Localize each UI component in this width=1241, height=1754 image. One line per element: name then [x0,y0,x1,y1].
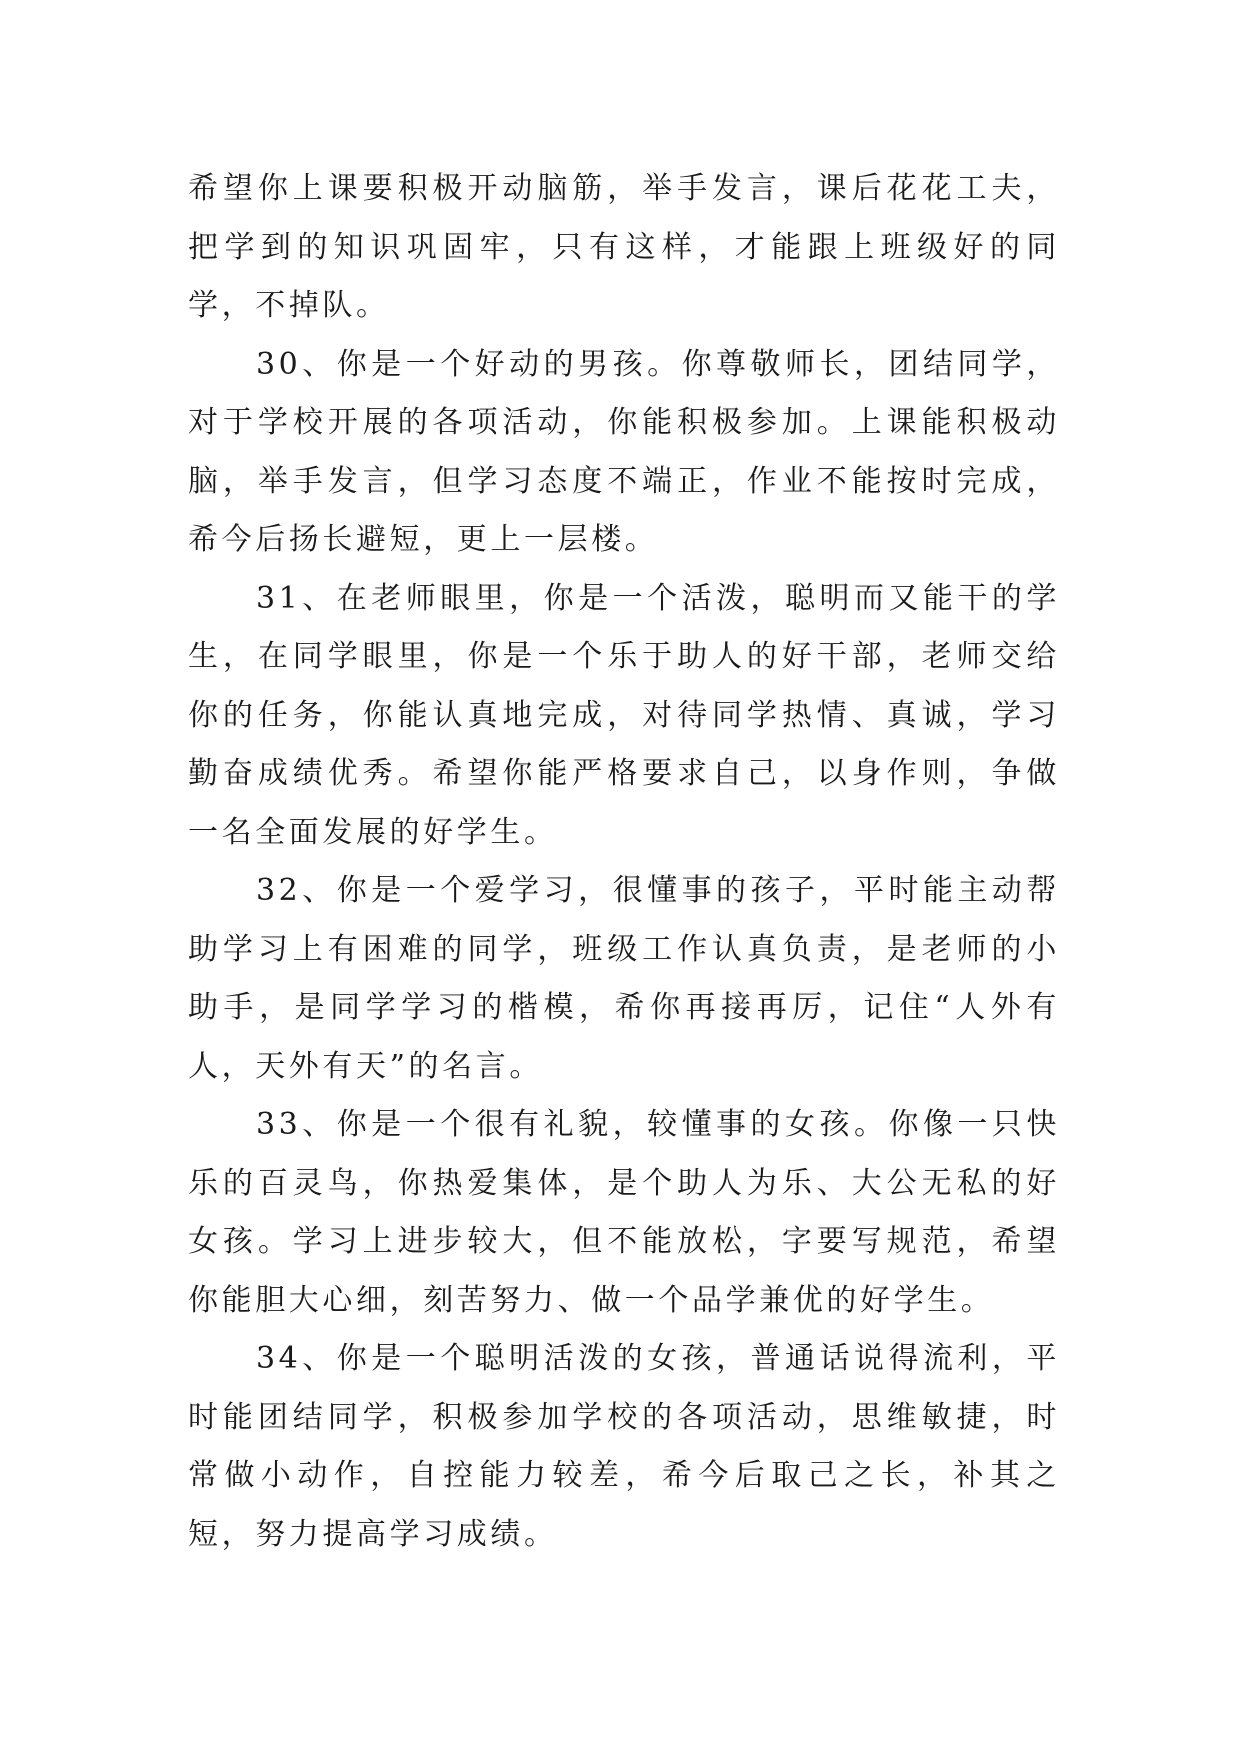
paragraph-comment-34: 34、你是一个聪明活泼的女孩，普通话说得流利，平时能团结同学，积极参加学校的各项活动，思维敏捷，时常做小动作，自控能力较差，希今后取己之长，补其之短，努力提高学习成绩。 [188,1341,1060,1552]
paragraph-comment-33: 33、你是一个很有礼貌，较懂事的女孩。你像一只快乐的百灵鸟，你热爱集体，是个助人为乐、大公无私的好女孩。学习上进步较大，但不能放松，字要写规范，希望你能胆大心细，刻苦努力、做一个品学兼优的好学生。 [188,1107,1060,1318]
paragraph-comment-32: 32、你是一个爱学习，很懂事的孩子，平时能主动帮助学习上有困难的同学，班级工作认真负责，是老师的小助手，是同学学习的楷模，希你再接再厉，记住“人外有人，天外有天”的名言。 [188,873,1060,1084]
paragraph-continuation: 希望你上课要积极开动脑筋，举手发言，课后花花工夫，把学到的知识巩固牢，只有这样，才能跟上班级好的同学，不掉队。 [188,171,1060,323]
document-body [188,160,1060,1564]
paragraph-comment-31: 31、在老师眼里，你是一个活泼，聪明而又能干的学生，在同学眼里，你是一个乐于助人的好干部，老师交给你的任务，你能认真地完成，对待同学热情、真诚，学习勤奋成绩优秀。希望你能严格要求自己，以身作则，争做一名全面发展的好学生。 [188,580,1060,850]
paragraph-comment-30: 30、你是一个好动的男孩。你尊敬师长，团结同学，对于学校开展的各项活动，你能积极参加。上课能积极动脑，举手发言，但学习态度不端正，作业不能按时完成，希今后扬长避短，更上一层楼。 [188,346,1060,557]
